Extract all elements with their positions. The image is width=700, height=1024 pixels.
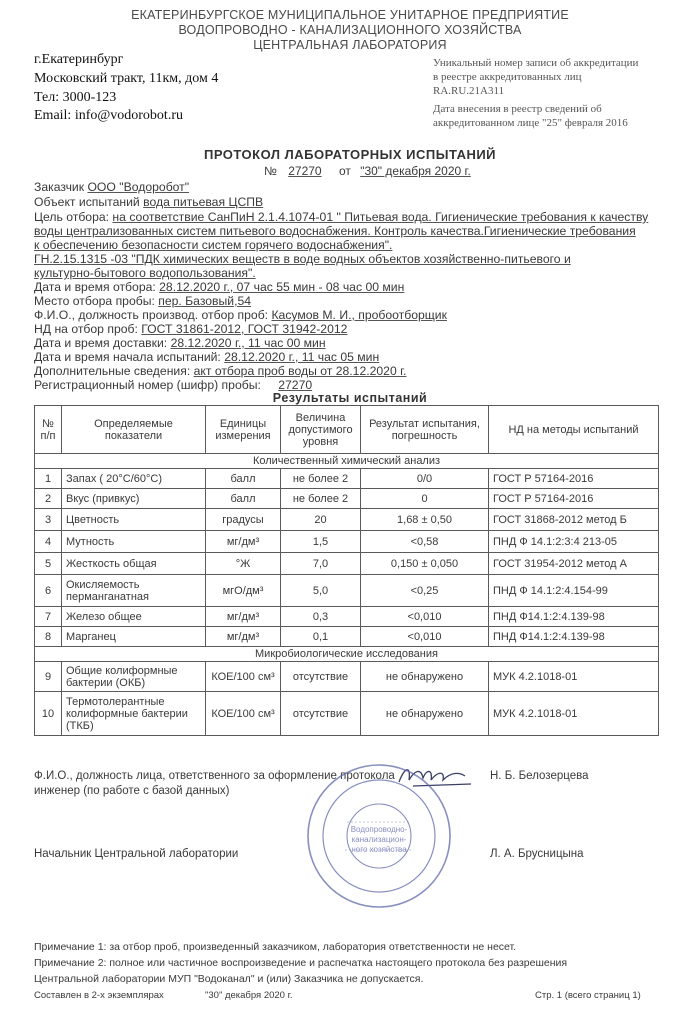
note-2b: Центральной лаборатории МУП "Водоканал" и (или) Заказчика не допускается. xyxy=(34,973,424,985)
customer-field xyxy=(34,180,189,194)
header-limit: Величина допустимого уровня xyxy=(281,406,361,454)
table-row xyxy=(35,627,659,647)
extra-label: Дополнительные сведения: xyxy=(34,364,191,378)
cell-limit: 1,5 xyxy=(281,531,361,553)
cell-param: Железо общее xyxy=(62,607,206,627)
header-method: НД на методы испытаний xyxy=(489,406,659,454)
cell-param: Жесткость общая xyxy=(62,553,206,575)
sampling-time-field xyxy=(34,280,404,294)
cell-param: Общие колиформные бактерии (ОКБ) xyxy=(62,662,206,692)
cell-limit: 0,1 xyxy=(281,627,361,647)
copies-note: Составлен в 2-х экземплярах xyxy=(34,990,164,1001)
table-row xyxy=(35,692,659,736)
responsible-position: инженер (по работе с базой данных) xyxy=(34,785,230,797)
reg-value: 27270 xyxy=(278,378,313,392)
cell-unit: мгО/дм³ xyxy=(206,575,281,607)
head-title: Начальник Центральной лаборатории xyxy=(34,848,239,860)
cell-method: ГОСТ 31954-2012 метод А xyxy=(489,553,659,575)
cell-num: 1 xyxy=(35,469,62,489)
svg-text:Водопроводно-: Водопроводно- xyxy=(350,825,408,834)
table-row xyxy=(35,531,659,553)
cell-param: Вкус (привкус) xyxy=(62,489,206,509)
cell-limit: не более 2 xyxy=(281,489,361,509)
cell-result: <0,58 xyxy=(361,531,489,553)
nd-value: ГОСТ 31861-2012, ГОСТ 31942-2012 xyxy=(141,322,348,336)
cell-num: 2 xyxy=(35,489,62,509)
accreditation-number: RA.RU.21A311 xyxy=(433,85,505,97)
accreditation-line5: аккредитованном лице "25" февраля 2016 xyxy=(433,117,628,129)
results-table xyxy=(34,405,659,736)
footer-date: "30" декабря 2020 г. xyxy=(205,990,293,1001)
sampler-label: Ф.И.О., должность производ. отбор проб: xyxy=(34,308,269,322)
responsible-name: Н. Б. Белозерцева xyxy=(490,770,589,782)
cell-limit: 7,0 xyxy=(281,553,361,575)
cell-limit: отсутствие xyxy=(281,662,361,692)
svg-text:канализацион-: канализацион- xyxy=(351,835,407,844)
cell-num: 5 xyxy=(35,553,62,575)
cell-method: ГОСТ Р 57164-2016 xyxy=(489,489,659,509)
delivery-value: 28.12.2020 г., 11 час 00 мин xyxy=(170,336,326,350)
responsible-label: Ф.И.О., должность лица, ответственного за оформление протокола xyxy=(34,770,395,782)
address-email: Email: info@vodorobot.ru xyxy=(34,108,183,123)
cell-method: ПНД Ф14.1:2:4.139-98 xyxy=(489,607,659,627)
cell-unit: мг/дм³ xyxy=(206,627,281,647)
cell-param: Термотолерантные колиформные бактерии (ТКБ) xyxy=(62,692,206,736)
table-header-row xyxy=(35,406,659,454)
org-name-line1: ЕКАТЕРИНБУРГСКОЕ МУНИЦИПАЛЬНОЕ УНИТАРНОЕ ПРЕДПРИЯТИЕ xyxy=(131,8,569,22)
accreditation-line2: в реестре аккредитованных лиц xyxy=(433,71,582,83)
sampler-value: Касумов М. И., пробоотборщик xyxy=(271,308,447,322)
object-field xyxy=(34,195,263,209)
cell-method: МУК 4.2.1018-01 xyxy=(489,692,659,736)
cell-unit: балл xyxy=(206,489,281,509)
table-row xyxy=(35,469,659,489)
purpose-line3: к обеспечению безопасности систем горячего водоснабжения". xyxy=(34,238,393,252)
cell-unit: балл xyxy=(206,469,281,489)
cell-result: <0,25 xyxy=(361,575,489,607)
note-2a: Примечание 2: полное или частичное воспроизведение и распечатка настоящего протокола без разрешения xyxy=(34,957,568,969)
sampler-field xyxy=(34,308,447,322)
protocol-number: 27270 xyxy=(288,164,322,178)
extra-value: акт отбора проб воды от 28.12.2020 г. xyxy=(193,364,407,378)
header-param: Определяемые показатели xyxy=(62,406,206,454)
sampling-time-value: 28.12.2020 г., 07 час 55 мин - 08 час 00 мин xyxy=(159,280,405,294)
table-row xyxy=(35,489,659,509)
note-1: Примечание 1: за отбор проб, произведенный заказчиком, лаборатория ответственности не несет. xyxy=(34,941,517,953)
section-chemical-label: Количественный химический анализ xyxy=(35,454,659,469)
cell-limit: не более 2 xyxy=(281,469,361,489)
object-label: Объект испытаний xyxy=(34,195,140,209)
table-row xyxy=(35,575,659,607)
cell-result: 0 xyxy=(361,489,489,509)
cell-result: не обнаружено xyxy=(361,662,489,692)
cell-method: ГОСТ 31868-2012 метод Б xyxy=(489,509,659,531)
from-label: от xyxy=(338,164,351,178)
nd-label: НД на отбор проб: xyxy=(34,322,138,336)
table-row xyxy=(35,662,659,692)
cell-limit: 0,3 xyxy=(281,607,361,627)
cell-method: ПНД Ф14.1:2:4.139-98 xyxy=(489,627,659,647)
purpose-label: Цель отбора: xyxy=(34,210,110,224)
purpose-line4: ГН.2.15.1315 -03 "ПДК химических веществ в воде водных объектов хозяйственно-питьевого и xyxy=(34,252,571,266)
cell-limit: 20 xyxy=(281,509,361,531)
cell-limit: отсутствие xyxy=(281,692,361,736)
cell-param: Марганец xyxy=(62,627,206,647)
test-start-label: Дата и время начала испытаний: xyxy=(34,350,221,364)
section-microbiological xyxy=(35,647,659,662)
header-num: № п/п xyxy=(35,406,62,454)
cell-num: 10 xyxy=(35,692,62,736)
protocol-title: ПРОТОКОЛ ЛАБОРАТОРНЫХ ИСПЫТАНИЙ xyxy=(203,147,497,162)
cell-unit: КОЕ/100 см³ xyxy=(206,662,281,692)
purpose-line2: воды централизованных систем питьевого водоснабжения. Контроль качества.Гигиенические требования xyxy=(34,224,636,238)
reg-label: Регистрационный номер (шифр) пробы: xyxy=(34,378,261,392)
cell-unit: мг/дм³ xyxy=(206,607,281,627)
customer-label: Заказчик xyxy=(34,180,85,194)
cell-num: 6 xyxy=(35,575,62,607)
protocol-date: "30" декабря 2020 г. xyxy=(360,164,471,178)
cell-unit: °Ж xyxy=(206,553,281,575)
cell-param: Цветность xyxy=(62,509,206,531)
table-row xyxy=(35,607,659,627)
cell-result: 1,68 ± 0,50 xyxy=(361,509,489,531)
cell-param: Окисляемость перманганатная xyxy=(62,575,206,607)
cell-method: ГОСТ Р 57164-2016 xyxy=(489,469,659,489)
cell-num: 9 xyxy=(35,662,62,692)
address-phone: Тел: 3000-123 xyxy=(34,90,117,105)
sampling-time-label: Дата и время отбора: xyxy=(34,280,156,294)
protocol-number-line xyxy=(264,164,471,178)
purpose-line5: культурно-бытового водопользования". xyxy=(34,266,256,280)
cell-num: 8 xyxy=(35,627,62,647)
head-name: Л. А. Брусницына xyxy=(490,848,584,860)
cell-result: 0/0 xyxy=(361,469,489,489)
purpose-field xyxy=(34,210,648,224)
header-result: Результат испытания, погрешность xyxy=(361,406,489,454)
table-row xyxy=(35,509,659,531)
cell-unit: градусы xyxy=(206,509,281,531)
accreditation-line1: Уникальный номер записи об аккредитации xyxy=(433,57,639,69)
sampling-place-field xyxy=(34,294,251,308)
object-value: вода питьевая ЦСПВ xyxy=(143,195,264,209)
delivery-field xyxy=(34,336,326,350)
reg-field xyxy=(34,378,312,392)
section-chemical xyxy=(35,454,659,469)
cell-num: 4 xyxy=(35,531,62,553)
cell-num: 7 xyxy=(35,607,62,627)
address-street: Московский тракт, 11км, дом 4 xyxy=(34,71,219,86)
table-row xyxy=(35,553,659,575)
cell-method: МУК 4.2.1018-01 xyxy=(489,662,659,692)
svg-text:ного хозяйства: ного хозяйства xyxy=(351,845,407,854)
org-name-line3: ЦЕНТРАЛЬНАЯ ЛАБОРАТОРИЯ xyxy=(253,38,447,52)
delivery-label: Дата и время доставки: xyxy=(34,336,168,350)
sampling-place-label: Место отбора пробы: xyxy=(34,294,155,308)
header-unit: Единицы измерения xyxy=(206,406,281,454)
cell-result: не обнаружено xyxy=(361,692,489,736)
cell-method: ПНД Ф 14.1:2:4.154-99 xyxy=(489,575,659,607)
cell-limit: 5,0 xyxy=(281,575,361,607)
test-start-value: 28.12.2020 г., 11 час 05 мин xyxy=(224,350,380,364)
test-start-field xyxy=(34,350,379,364)
section-microbiological-label: Микробиологические исследования xyxy=(35,647,659,662)
nd-field xyxy=(34,322,347,336)
cell-method: ПНД Ф 14.1:2:3:4 213-05 xyxy=(489,531,659,553)
org-name-line2: ВОДОПРОВОДНО - КАНАЛИЗАЦИОННОГО ХОЗЯЙСТВА xyxy=(178,23,522,37)
cell-result: 0,150 ± 0,050 xyxy=(361,553,489,575)
sampling-place-value: пер. Базовый,54 xyxy=(158,294,252,308)
seal-stamp xyxy=(305,762,453,910)
number-label: № xyxy=(264,164,277,178)
purpose-line1: на соответствие СанПиН 2.1.4.1074-01 " Питьевая вода. Гигиенические требования к качеству xyxy=(112,210,649,224)
cell-unit: КОЕ/100 см³ xyxy=(206,692,281,736)
extra-field xyxy=(34,364,406,378)
cell-unit: мг/дм³ xyxy=(206,531,281,553)
cell-num: 3 xyxy=(35,509,62,531)
cell-result: <0,010 xyxy=(361,627,489,647)
customer-value: ООО "Водоробот" xyxy=(87,180,190,194)
address-city: г.Екатеринбург xyxy=(34,52,124,67)
results-title: Результаты испытаний xyxy=(272,391,428,405)
accreditation-line4: Дата внесения в реестр сведений об xyxy=(433,103,602,115)
page-number: Стр. 1 (всего страниц 1) xyxy=(535,990,641,1001)
cell-param: Мутность xyxy=(62,531,206,553)
cell-param: Запах ( 20°С/60°С) xyxy=(62,469,206,489)
cell-result: <0,010 xyxy=(361,607,489,627)
